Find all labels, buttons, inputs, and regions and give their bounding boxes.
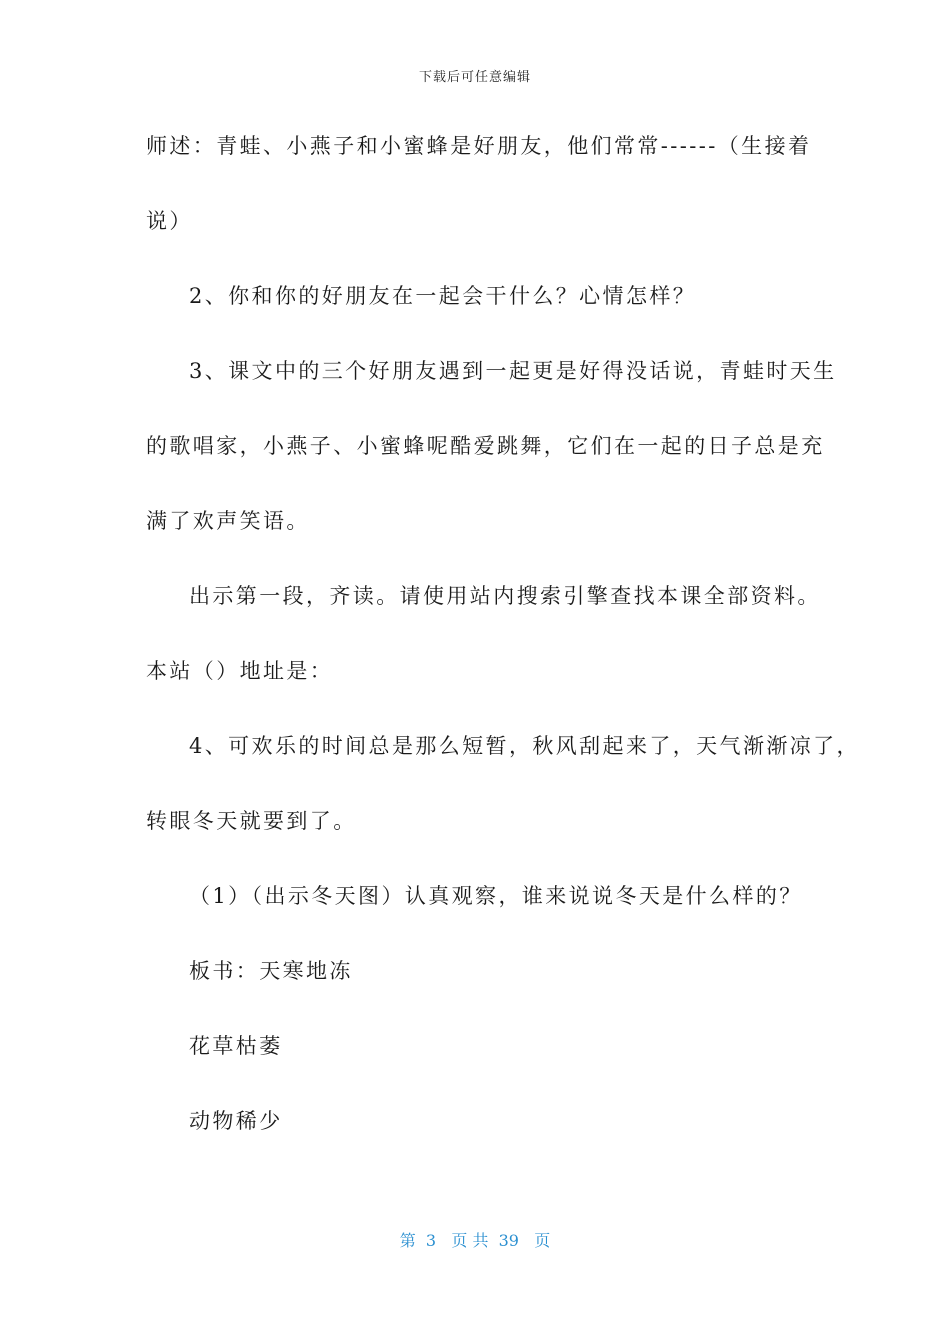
paragraph-line: （1）（出示冬天图）认真观察，谁来说说冬天是什么样的？ <box>189 884 803 908</box>
paragraph-line: 的歌唱家，小燕子、小蜜蜂呢酷爱跳舞，它们在一起的日子总是充 <box>146 434 825 458</box>
paragraph-line: 出示第一段，齐读。请使用站内搜索引擎查找本课全部资料。 <box>189 584 821 608</box>
paragraph-line: 3、课文中的三个好朋友遇到一起更是好得没话说，青蛙时天生 <box>189 359 837 383</box>
paragraph-line: 说） <box>146 209 193 233</box>
page-header: 下载后可任意编辑 <box>418 70 531 85</box>
paragraph-line: 师述：青蛙、小燕子和小蜜蜂是好朋友，他们常常------（生接着 <box>146 134 812 158</box>
page-number-footer: 第 3 页 共 39 页 <box>399 1231 551 1250</box>
paragraph-line: 本站（）地址是： <box>146 659 334 683</box>
paragraph-line: 板书：天寒地冻 <box>189 959 353 983</box>
paragraph-line: 动物稀少 <box>189 1109 283 1133</box>
paragraph-line: 满了欢声笑语。 <box>146 509 310 533</box>
paragraph-line: 花草枯萎 <box>189 1034 283 1058</box>
document-body <box>146 127 860 1177</box>
paragraph-line: 转眼冬天就要到了。 <box>146 809 357 833</box>
paragraph-line: 4、可欢乐的时间总是那么短暂，秋风刮起来了，天气渐渐凉了， <box>189 734 860 758</box>
paragraph-line: 2、你和你的好朋友在一起会干什么？心情怎样？ <box>189 284 697 308</box>
